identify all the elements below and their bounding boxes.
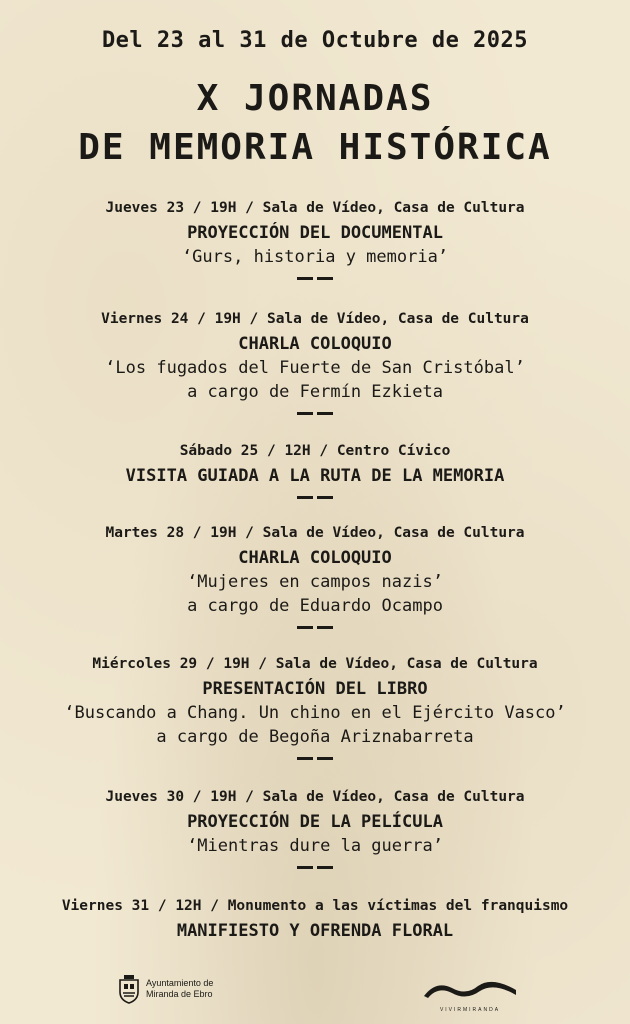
event-speaker: a cargo de Begoña Ariznabarreta [156, 727, 474, 747]
event-type: PROYECCIÓN DEL DOCUMENTAL [187, 223, 443, 243]
event-subtitle: ‘Los fugados del Fuerte de San Cristóbal’ [105, 358, 525, 378]
event-type: CHARLA COLOQUIO [238, 548, 392, 568]
brand-text: VIVIRMIRANDA [439, 1007, 501, 1013]
separator [295, 862, 335, 872]
event-subtitle: ‘Mientras dure la guerra’ [187, 836, 443, 856]
wave-logo-icon [422, 976, 518, 1002]
event-meta: Jueves 23 / 19H / Sala de Vídeo, Casa de Cultura [105, 200, 525, 216]
footer [0, 968, 630, 1018]
event-speaker: a cargo de Eduardo Ocampo [187, 596, 443, 616]
council-name-line2: Miranda de Ebro [146, 989, 213, 999]
event-item [0, 898, 630, 941]
event-item [0, 525, 630, 632]
event-meta: Jueves 30 / 19H / Sala de Vídeo, Casa de Cultura [105, 789, 525, 805]
event-meta: Viernes 24 / 19H / Sala de Vídeo, Casa de Cultura [101, 311, 529, 327]
separator [295, 492, 335, 502]
separator [295, 622, 335, 632]
event-meta: Sábado 25 / 12H / Centro Cívico [179, 443, 451, 459]
council-logo [118, 974, 213, 1004]
event-type: PRESENTACIÓN DEL LIBRO [202, 679, 428, 699]
coat-of-arms-icon [118, 974, 140, 1004]
event-item [0, 311, 630, 418]
event-item [0, 789, 630, 872]
event-item [0, 443, 630, 502]
title-line-1: X JORNADAS [196, 78, 434, 119]
event-meta: Viernes 31 / 12H / Monumento a las víctimas del franquismo [61, 898, 569, 914]
event-item [0, 656, 630, 763]
event-type: CHARLA COLOQUIO [238, 334, 392, 354]
separator [295, 753, 335, 763]
event-subtitle: ‘Gurs, historia y memoria’ [181, 247, 449, 267]
brand-logo [420, 976, 520, 1013]
council-name-line1: Ayuntamiento de [146, 978, 214, 988]
event-subtitle: ‘Buscando a Chang. Un chino en el Ejército Vasco’ [64, 703, 566, 723]
title-line-2: DE MEMORIA HISTÓRICA [78, 127, 552, 168]
separator [295, 273, 335, 283]
separator [295, 408, 335, 418]
event-subtitle: ‘Mujeres en campos nazis’ [187, 572, 443, 592]
event-type: VISITA GUIADA A LA RUTA DE LA MEMORIA [125, 466, 505, 486]
event-type: PROYECCIÓN DE LA PELÍCULA [187, 812, 443, 832]
event-item [0, 200, 630, 283]
event-speaker: a cargo de Fermín Ezkieta [187, 382, 443, 402]
date-range: Del 23 al 31 de Octubre de 2025 [101, 28, 529, 53]
event-type: MANIFIESTO Y OFRENDA FLORAL [176, 921, 454, 941]
event-meta: Miércoles 29 / 19H / Sala de Vídeo, Casa de Cultura [92, 656, 538, 672]
event-meta: Martes 28 / 19H / Sala de Vídeo, Casa de Cultura [105, 525, 525, 541]
